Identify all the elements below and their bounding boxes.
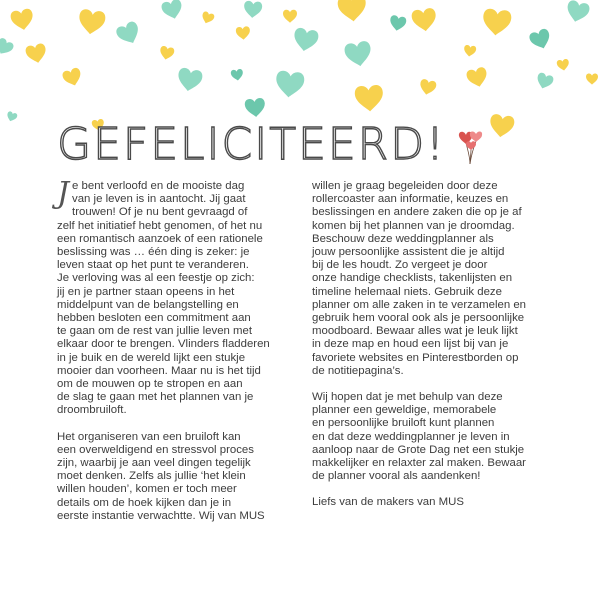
drop-cap: J <box>57 176 70 211</box>
signature-line: Liefs van de makers van MUS <box>312 496 464 509</box>
left-column <box>57 176 302 536</box>
heart-balloons-icon <box>458 129 484 165</box>
page-title: GEFELICITEERD! <box>57 119 446 170</box>
right-column <box>312 180 552 523</box>
title-row <box>57 119 484 170</box>
paragraph-2: Het organiseren van een bruiloft kan een overweldigend en stressvol proces zijn, waarbij je aan veel dingen tegelijk moet denken. Zelfs als jullie ‘het klein willen houden’, komen er toch meer details om de hoek kijken dan je in eerste instantie verwachtte. Wij van MUS <box>57 430 265 522</box>
intro-paragraph <box>57 176 302 418</box>
intro-text: e bent verloofd en de mooiste dag van je leven is in aantocht. Jij gaat trouwen! Of je nu bent gevraagd of zelf het initiatief hebt genomen, of het nu een romantisch aanzoek of een rationele beslissing was … één ding is zeker: je leven staat op het punt te veranderen. Je verloving was al een feestje op zich: jij en je partner staan opeens in het middelpunt van de belangstelling en hebben besloten een commitment aan te gaan om de rest van jullie leven met elkaar door te brengen. Vlinders fladderen in je buik en de wereld lijkt een stukje mooier dan voorheen. Maar nu is het tijd om de mouwen op te stropen en aan de slag te gaan met het plannen van je droombruiloft. <box>57 180 270 417</box>
paragraph-3: willen je graag begeleiden door deze rollercoaster aan informatie, keuzes en beslissingen en andere zaken die op je af komen bij het plannen van je droomdag. Beschouw deze weddingplanner als jouw persoonlijke assistent die je altijd bij de les houdt. Zo vergeet je door onze handige checklists, takenlijsten en timeline helemaal niets. Gebruik deze planner om alle zaken in te verzamelen en gebruik hem vooral ook als je persoonlijke moodboard. Bewaar alles wat je leuk lijkt in deze map en houd een lijst bij van je favoriete websites en Pinterestborden op de notitiepagina’s. <box>312 180 527 377</box>
paragraph-4: Wij hopen dat je met behulp van deze planner een geweldige, memorabele en persoonlijke bruiloft kunt plannen en dat deze weddingplanner je leven in aanloop naar de Grote Dag net een stukje makkelijker en relaxter zal maken. Bewaar de planner vooral als aandenken! <box>312 391 526 483</box>
